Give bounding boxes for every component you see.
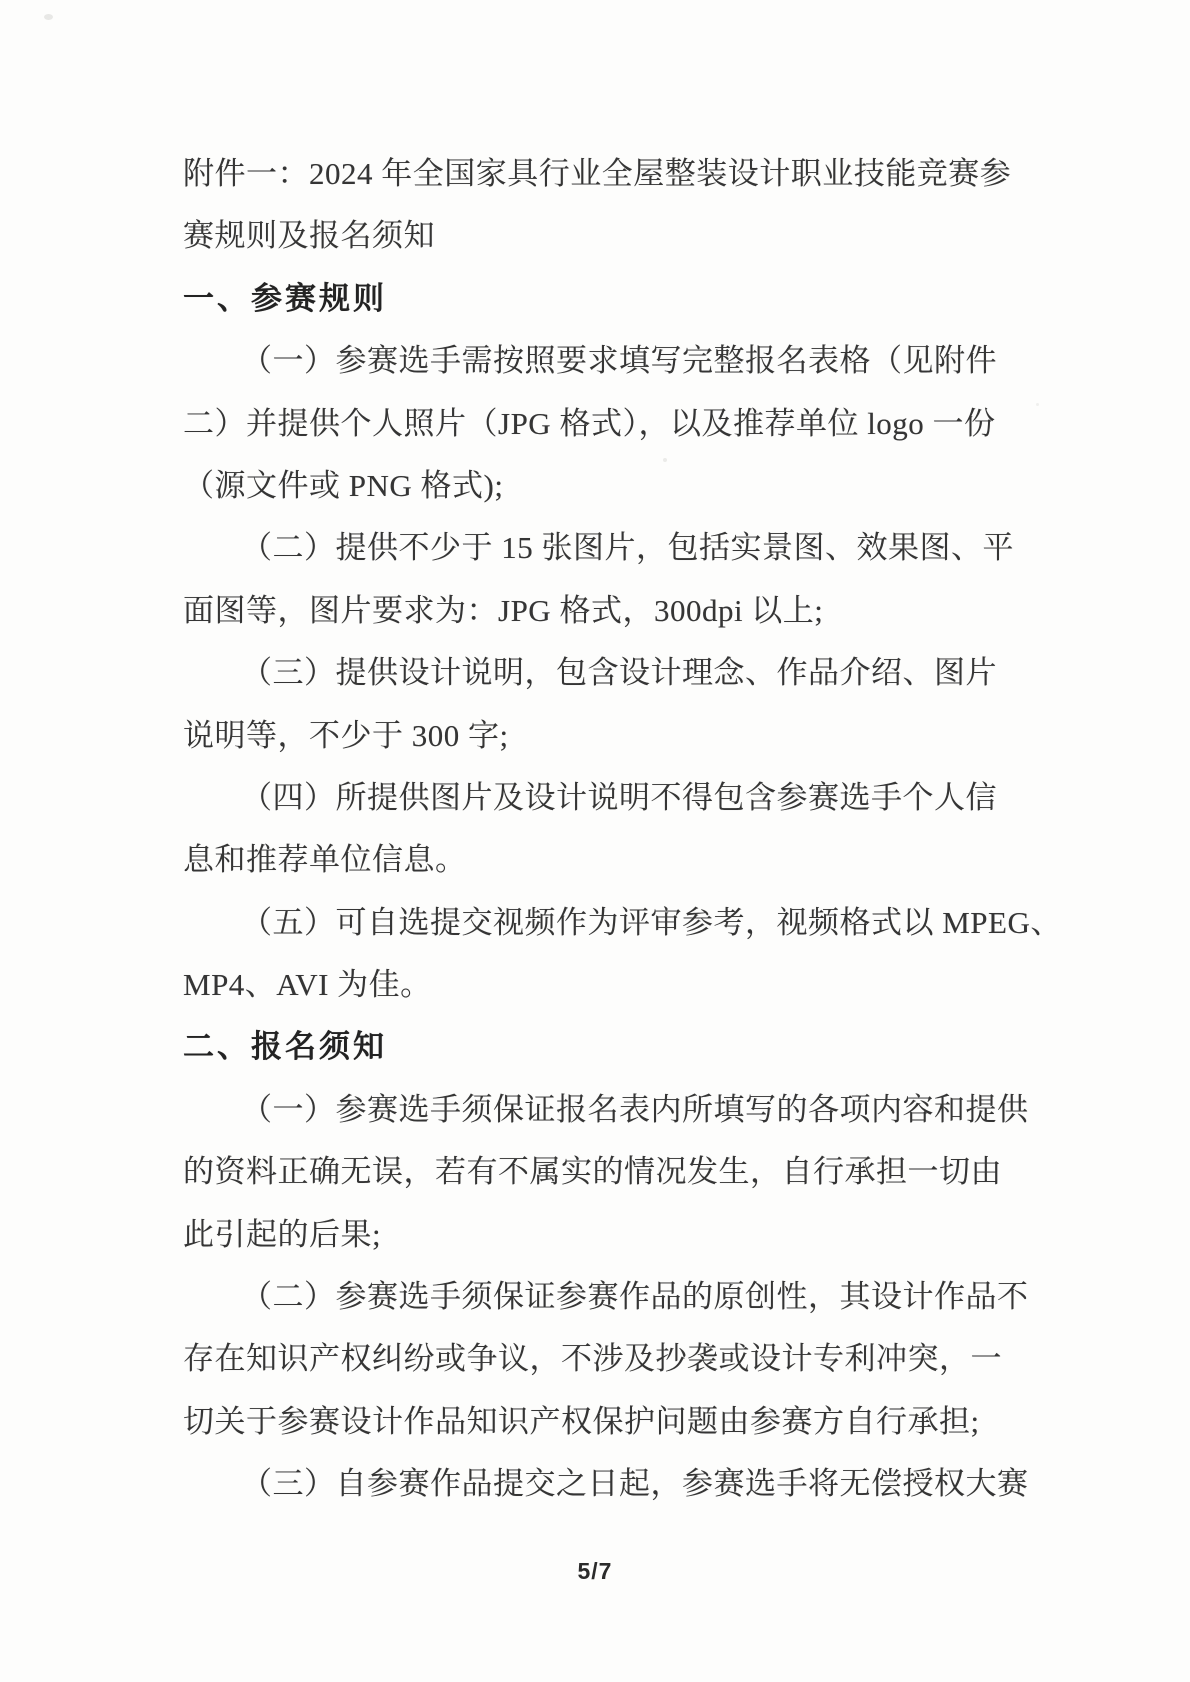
rule-4-line-1: （四）所提供图片及设计说明不得包含参赛选手个人信 [241,779,997,815]
rule-4-line-2: 息和推荐单位信息。 [183,842,467,878]
rule-5-line-1: （五）可自选提交视频作为评审参考，视频格式以 MPEG、 [241,904,1062,940]
notice-1-line-2: 的资料正确无误，若有不属实的情况发生，自行承担一切由 [183,1154,1002,1190]
rule-5-line-2: MP4、AVI 为佳。 [183,967,432,1003]
attachment-title-line-2: 赛规则及报名须知 [183,218,435,254]
rule-2-line-2: 面图等，图片要求为：JPG 格式，300dpi 以上; [183,592,824,628]
rule-1-line-1: （一）参赛选手需按照要求填写完整报名表格（见附件 [241,343,997,379]
scan-speck [44,14,53,20]
scan-speck [1036,403,1039,406]
notice-2-line-2: 存在知识产权纠纷或争议，不涉及抄袭或设计专利冲突，一 [183,1341,1002,1377]
rule-3-line-1: （三）提供设计说明，包含设计理念、作品介绍、图片 [241,655,997,691]
rule-2-line-1: （二）提供不少于 15 张图片，包括实景图、效果图、平 [241,530,1014,566]
notice-3-line-1: （三）自参赛作品提交之日起，参赛选手将无偿授权大赛 [241,1466,1029,1502]
notice-2-line-3: 切关于参赛设计作品知识产权保护问题由参赛方自行承担; [183,1403,980,1439]
page-number: 5/7 [577,1558,613,1584]
rule-1-line-3: （源文件或 PNG 格式); [183,467,504,503]
notice-2-line-1: （二）参赛选手须保证参赛作品的原创性，其设计作品不 [241,1279,1029,1315]
notice-1-line-1: （一）参赛选手须保证报名表内所填写的各项内容和提供 [241,1091,1029,1127]
document-body [183,143,1062,1516]
notice-1-line-3: 此引起的后果; [183,1216,382,1252]
rule-1-line-2: 二）并提供个人照片（JPG 格式），以及推荐单位 logo 一份 [183,405,996,441]
attachment-title-line-1: 附件一：2024 年全国家具行业全屋整装设计职业技能竞赛参 [183,156,1012,191]
rule-3-line-2: 说明等，不少于 300 字; [183,717,509,753]
heading-participation-rules: 一、参赛规则 [183,280,387,316]
heading-registration-notice: 二、报名须知 [183,1029,387,1065]
